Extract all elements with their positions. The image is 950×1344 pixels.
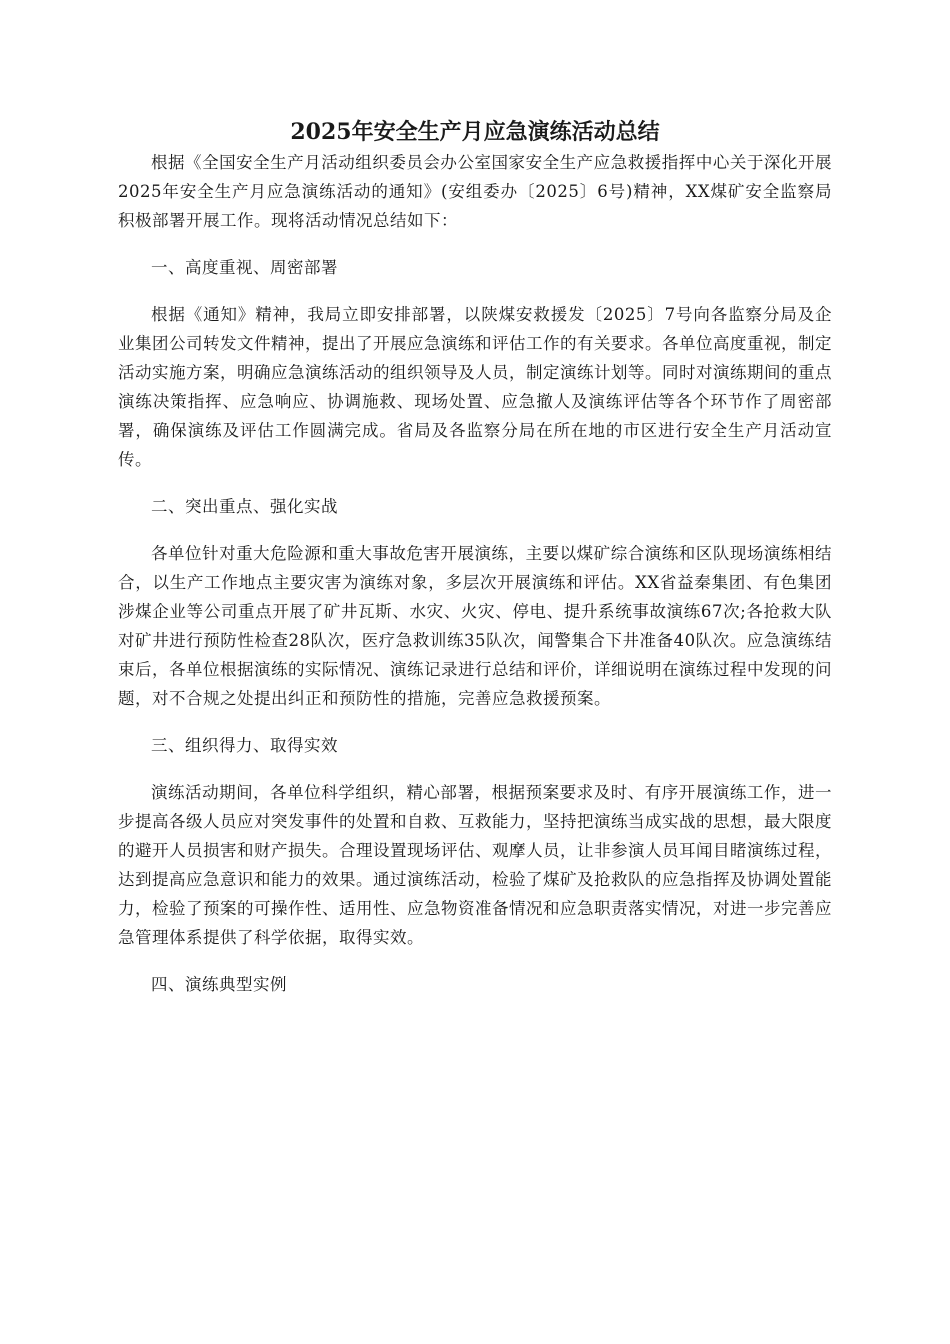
section-heading-3: 三、组织得力、取得实效 xyxy=(151,736,338,755)
section-heading-1: 一、高度重视、周密部署 xyxy=(151,258,338,277)
section-paragraph-3: 演练活动期间，各单位科学组织，精心部署，根据预案要求及时、有序开展演练工作，进一步提高各级人员应对突发事件的处置和自救、互救能力，坚持把演练当成实战的思想，最大限度的避开人员损害和财产损失。合理设置现场评估、观摩人员，让非参演人员耳闻目睹演练过程，达到提高应急意识和能力的效果。通过演练活动，检验了煤矿及抢救队的应急指挥及协调处置能力，检验了预案的可操作性、适用性、应急物资准备情况和应急职责落实情况，对进一步完善应急管理体系提供了科学依据，取得实效。 xyxy=(118,783,832,947)
intro-paragraph: 根据《全国安全生产月活动组织委员会办公室国家安全生产应急救援指挥中心关于深化开展2025年安全生产月应急演练活动的通知》(安组委办〔2025〕6号)精神，XX煤矿安全监察局积极部署开展工作。现将活动情况总结如下： xyxy=(118,153,832,230)
document-title: 2025年安全生产月应急演练活动总结 xyxy=(290,119,660,145)
section-heading-2: 二、突出重点、强化实战 xyxy=(151,497,338,516)
section-paragraph-2: 各单位针对重大危险源和重大事故危害开展演练，主要以煤矿综合演练和区队现场演练相结合，以生产工作地点主要灾害为演练对象，多层次开展演练和评估。XX省益秦集团、有色集团涉煤企业等公司重点开展了矿井瓦斯、水灾、火灾、停电、提升系统事故演练67次;各抢救大队对矿井进行预防性检查28队次，医疗急救训练35队次，闻警集合下井准备40队次。应急演练结束后，各单位根据演练的实际情况、演练记录进行总结和评价，详细说明在演练过程中发现的问题，对不合规之处提出纠正和预防性的措施，完善应急救援预案。 xyxy=(118,544,832,708)
section-heading-4: 四、演练典型实例 xyxy=(151,975,287,994)
document-body xyxy=(118,148,832,1017)
section-paragraph-1: 根据《通知》精神，我局立即安排部署，以陕煤安救援发〔2025〕7号向各监察分局及企业集团公司转发文件精神，提出了开展应急演练和评估工作的有关要求。各单位高度重视，制定活动实施方案，明确应急演练活动的组织领导及人员，制定演练计划等。同时对演练期间的重点演练决策指挥、应急响应、协调施救、现场处置、应急撤人及演练评估等各个环节作了周密部署，确保演练及评估工作圆满完成。省局及各监察分局在所在地的市区进行安全生产月活动宣传。 xyxy=(118,305,832,469)
